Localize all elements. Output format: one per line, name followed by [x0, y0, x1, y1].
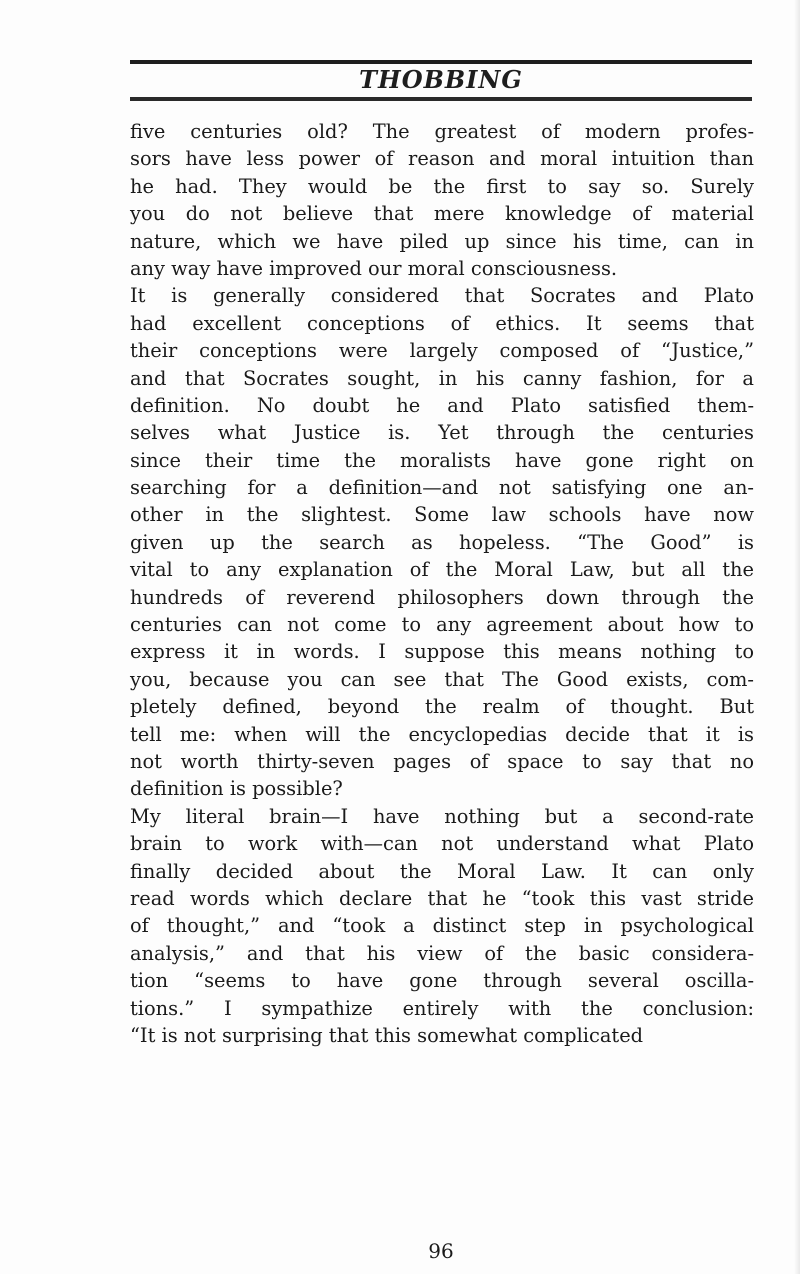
page-edge-shadow	[794, 0, 800, 1274]
text-line: searching for a definition—and not satisfying one an-	[130, 476, 754, 500]
text-line: he had. They would be the first to say so. Surely	[130, 174, 754, 198]
running-head: THOBBING	[359, 65, 523, 94]
text-line: It is generally considered that Socrates and Plato	[130, 284, 754, 308]
text-line: not worth thirty-seven pages of space to say that no	[130, 749, 754, 773]
text-line: tell me: when will the encyclopedias decide that it is	[130, 722, 754, 746]
text-line: read words which declare that he “took this vast stride	[130, 886, 754, 910]
text-line: hundreds of reverend philosophers down through the	[130, 585, 754, 609]
text-line: vital to any explanation of the Moral Law, but all the	[130, 558, 754, 582]
text-line: any way have improved our moral consciousness.	[130, 256, 618, 280]
text-line: express it in words. I suppose this means nothing to	[130, 640, 754, 664]
text-line: and that Socrates sought, in his canny fashion, for a	[130, 366, 754, 390]
text-line: since their time the moralists have gone right on	[130, 448, 754, 472]
text-line: tion “seems to have gone through several oscilla-	[130, 969, 754, 993]
text-line: centuries can not come to any agreement about how to	[130, 613, 754, 637]
text-line: their conceptions were largely composed of “Justice,”	[130, 339, 754, 363]
page-number: 96	[428, 1239, 454, 1263]
text-line: My literal brain—I have nothing but a second-rate	[130, 804, 754, 828]
text-line: definition is possible?	[130, 777, 343, 801]
text-line: five centuries old? The greatest of modern profes-	[130, 120, 754, 143]
text-line: analysis,” and that his view of the basic considera-	[130, 941, 754, 965]
text-line: brain to work with—can not understand what Plato	[130, 832, 754, 856]
text-line: finally decided about the Moral Law. It can only	[130, 859, 754, 883]
text-line: you do not believe that mere knowledge of material	[130, 202, 754, 226]
body-text	[130, 118, 754, 1049]
text-line: given up the search as hopeless. “The Good” is	[130, 530, 754, 554]
text-line: had excellent conceptions of ethics. It seems that	[130, 311, 754, 335]
text-line: you, because you can see that The Good exists, com-	[130, 667, 754, 691]
text-line: pletely defined, beyond the realm of thought. But	[130, 695, 754, 719]
text-line: tions.” I sympathize entirely with the conclusion:	[130, 996, 754, 1020]
header-rule-bottom	[130, 97, 752, 101]
text-line: definition. No doubt he and Plato satisfied them-	[130, 393, 754, 417]
text-line: nature, which we have piled up since his time, can in	[130, 229, 754, 253]
text-line: selves what Justice is. Yet through the centuries	[130, 421, 754, 445]
text-line: other in the slightest. Some law schools have now	[130, 503, 754, 527]
text-line: “It is not surprising that this somewhat complicated	[130, 1023, 644, 1047]
text-line: of thought,” and “took a distinct step in psychological	[130, 914, 754, 938]
text-line: sors have less power of reason and moral intuition than	[130, 147, 754, 171]
